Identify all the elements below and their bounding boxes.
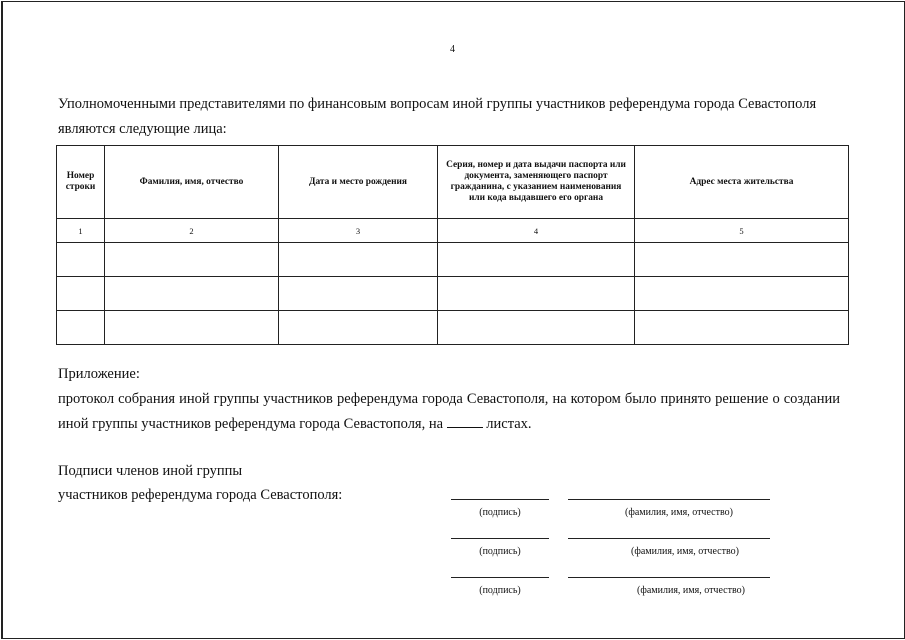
full-name-caption: (фамилия, имя, отчество) [637, 585, 745, 596]
header-row-number: Номер строки [57, 146, 105, 219]
table-cell[interactable] [635, 243, 849, 277]
column-number-row [57, 219, 849, 243]
table-cell[interactable] [57, 277, 105, 311]
full-name-line[interactable] [568, 577, 770, 578]
attachment-section [58, 362, 840, 437]
table-cell[interactable] [105, 277, 279, 311]
table-cell[interactable] [279, 277, 438, 311]
representatives-table [56, 145, 849, 345]
signature-line[interactable] [451, 577, 549, 578]
column-number: 1 [57, 219, 105, 243]
header-full-name: Фамилия, имя, отчество [105, 146, 279, 219]
table-row [57, 277, 849, 311]
table-cell[interactable] [438, 243, 635, 277]
header-address: Адрес места жительства [635, 146, 849, 219]
signature-line[interactable] [451, 499, 549, 500]
table-cell[interactable] [438, 277, 635, 311]
table-cell[interactable] [635, 311, 849, 345]
signatures-heading-line2: участников референдума города Севастополя: [58, 487, 343, 503]
signature-caption: (подпись) [479, 546, 521, 557]
attachment-text-main: протокол собрания иной группы участников референдума города Севастополя, на котором было принято решение о создании иной группы участников референдума города Севастополя, на [58, 391, 840, 432]
full-name-line[interactable] [568, 538, 770, 539]
table-header-row [57, 146, 849, 219]
table-cell[interactable] [635, 277, 849, 311]
signature-line[interactable] [451, 538, 549, 539]
table-cell[interactable] [105, 243, 279, 277]
signatures-heading-line1: Подписи членов иной группы [58, 463, 243, 479]
table-cell[interactable] [57, 311, 105, 345]
table-cell[interactable] [438, 311, 635, 345]
table-cell[interactable] [105, 311, 279, 345]
attachment-label: Приложение: [58, 366, 140, 382]
signatures-heading [58, 459, 342, 507]
full-name-caption: (фамилия, имя, отчество) [625, 507, 733, 518]
attachment-text-end: листах. [486, 416, 532, 432]
page-number: 4 [450, 44, 455, 55]
signature-caption: (подпись) [479, 507, 521, 518]
table-row [57, 243, 849, 277]
column-number: 3 [279, 219, 438, 243]
sheet-count-blank[interactable] [447, 413, 483, 428]
column-number: 5 [635, 219, 849, 243]
full-name-line[interactable] [568, 499, 770, 500]
attachment-text [58, 387, 840, 437]
table-cell[interactable] [279, 311, 438, 345]
column-number: 4 [438, 219, 635, 243]
header-passport-details: Серия, номер и дата выдачи паспорта или документа, заменяющего паспорт гражданина, с указанием наименования или кода выдавшего его органа [438, 146, 635, 219]
column-number: 2 [105, 219, 279, 243]
intro-paragraph: Уполномоченными представителями по финансовым вопросам иной группы участников референдума города Севастополя являются следующие лица: [58, 96, 817, 137]
table-cell[interactable] [279, 243, 438, 277]
signature-caption: (подпись) [479, 585, 521, 596]
header-birth-date-place: Дата и место рождения [279, 146, 438, 219]
full-name-caption: (фамилия, имя, отчество) [631, 546, 739, 557]
table-row [57, 311, 849, 345]
table-cell[interactable] [57, 243, 105, 277]
